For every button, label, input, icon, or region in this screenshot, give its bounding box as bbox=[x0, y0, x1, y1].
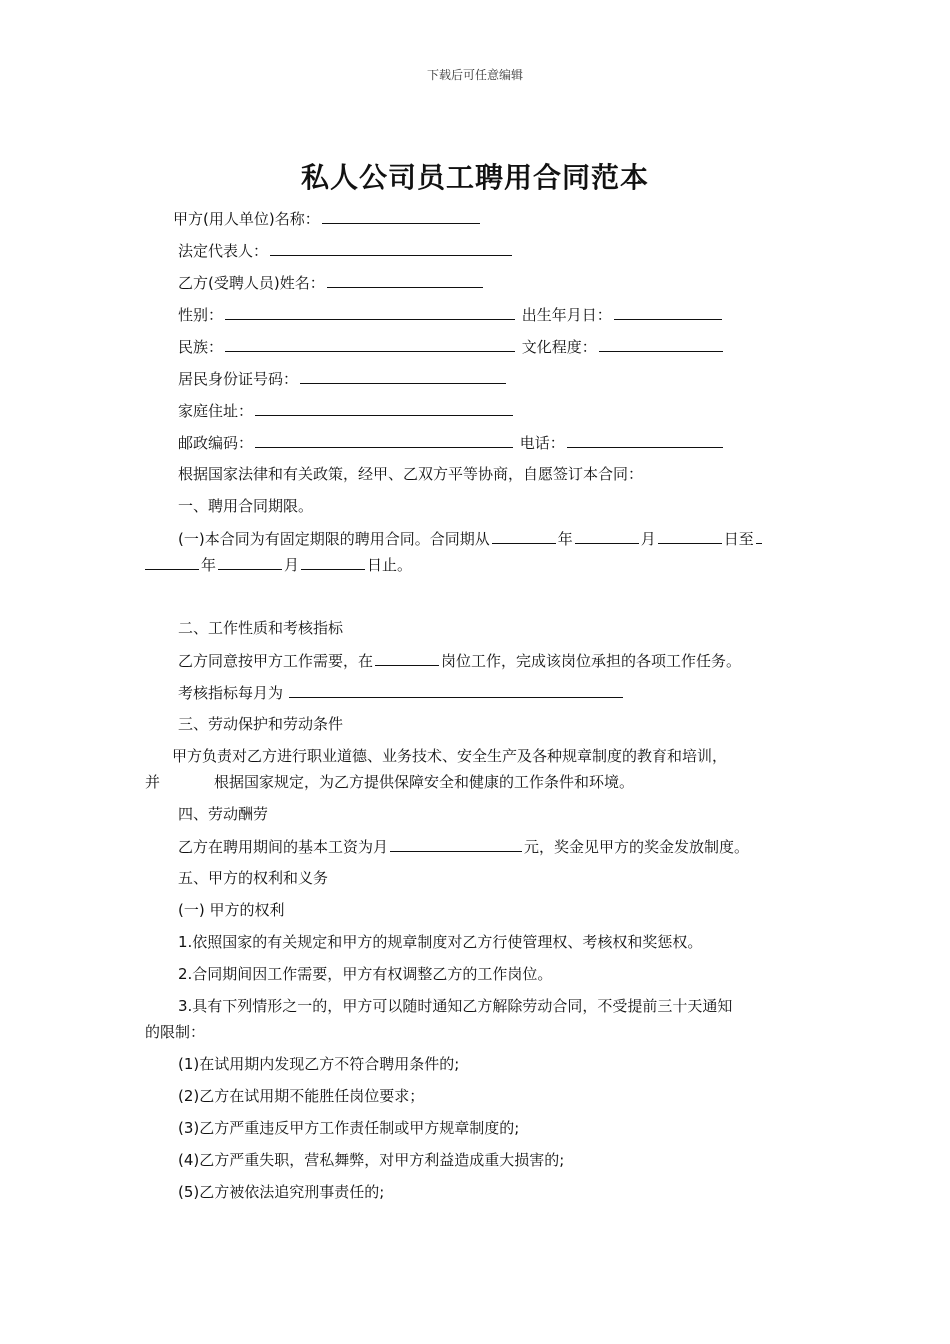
text: 根据国家规定，为乙方提供保障安全和健康的工作条件和环境。 bbox=[214, 773, 635, 791]
section-1-paragraph-line1 bbox=[178, 528, 764, 549]
intro-paragraph: 根据国家法律和有关政策，经甲、乙双方平等协商，自愿签订本合同： bbox=[178, 465, 644, 483]
field-label: 性别： bbox=[178, 306, 224, 324]
condition-3: (3)乙方严重违反甲方工作责任制或甲方规章制度的; bbox=[178, 1119, 520, 1137]
section-3-paragraph-line1: 甲方负责对乙方进行职业道德、业务技术、安全生产及各种规章制度的教育和培训， bbox=[172, 747, 728, 765]
field-label: 民族： bbox=[178, 338, 224, 356]
salary-blank[interactable] bbox=[390, 836, 522, 852]
field-legal-rep bbox=[178, 240, 514, 261]
field-label: 文化程度： bbox=[521, 338, 597, 356]
postcode-blank[interactable] bbox=[255, 432, 513, 448]
legal-rep-blank[interactable] bbox=[270, 240, 512, 256]
text: 日止。 bbox=[367, 556, 413, 574]
ethnicity-blank[interactable] bbox=[225, 336, 515, 352]
section-3-heading: 三、劳动保护和劳动条件 bbox=[178, 715, 344, 733]
text: 乙方同意按甲方工作需要，在 bbox=[178, 652, 374, 670]
field-label: 甲方(用人单位)名称： bbox=[173, 210, 320, 228]
text: 日至 bbox=[723, 530, 754, 548]
start-month-blank[interactable] bbox=[575, 528, 639, 544]
text: 考核指标每月为 bbox=[178, 684, 284, 702]
field-gender-birth bbox=[178, 304, 724, 325]
section-3-paragraph-line2 bbox=[145, 772, 634, 792]
address-blank[interactable] bbox=[255, 400, 513, 416]
document-title: 私人公司员工聘用合同范本 bbox=[300, 161, 649, 194]
field-employee-name bbox=[178, 272, 485, 293]
field-id-number bbox=[178, 368, 508, 389]
section-2-paragraph-2 bbox=[178, 682, 625, 703]
text: 年 bbox=[557, 530, 573, 548]
field-label: 电话： bbox=[519, 434, 565, 452]
field-label: 家庭住址： bbox=[178, 402, 254, 420]
field-address bbox=[178, 400, 515, 421]
id-number-blank[interactable] bbox=[300, 368, 506, 384]
field-label: 出生年月日： bbox=[521, 306, 612, 324]
field-postcode-phone bbox=[178, 432, 725, 453]
field-employer-name bbox=[173, 208, 482, 229]
section-5-item-1: 1.依照国家的有关规定和甲方的规章制度对乙方行使管理权、考核权和奖惩权。 bbox=[178, 933, 703, 951]
text: 年 bbox=[201, 556, 217, 574]
employer-name-blank[interactable] bbox=[322, 208, 480, 224]
phone-blank[interactable] bbox=[567, 432, 723, 448]
end-year-blank-start[interactable] bbox=[756, 528, 762, 544]
text: 乙方在聘用期间的基本工资为月 bbox=[178, 838, 389, 856]
condition-2: (2)乙方在试用期不能胜任岗位要求； bbox=[178, 1087, 425, 1105]
section-2-heading: 二、工作性质和考核指标 bbox=[178, 619, 344, 637]
header-note: 下载后可任意编辑 bbox=[426, 68, 523, 82]
section-2-paragraph-1 bbox=[178, 650, 741, 671]
assessment-blank[interactable] bbox=[289, 682, 623, 698]
start-year-blank[interactable] bbox=[492, 528, 556, 544]
end-day-blank[interactable] bbox=[301, 554, 365, 570]
gender-blank[interactable] bbox=[225, 304, 515, 320]
condition-1: (1)在试用期内发现乙方不符合聘用条件的; bbox=[178, 1055, 460, 1073]
section-5-item-3-line2: 的限制： bbox=[145, 1023, 206, 1041]
education-blank[interactable] bbox=[599, 336, 723, 352]
section-5-subheading: (一) 甲方的权利 bbox=[178, 901, 285, 919]
field-label: 法定代表人： bbox=[178, 242, 269, 260]
text: (一)本合同为有固定期限的聘用合同。合同期从 bbox=[178, 530, 490, 548]
section-4-heading: 四、劳动酬劳 bbox=[178, 805, 269, 823]
end-month-blank[interactable] bbox=[218, 554, 282, 570]
field-label: 乙方(受聘人员)姓名： bbox=[178, 274, 325, 292]
position-blank[interactable] bbox=[375, 650, 439, 666]
section-5-item-3-line1: 3.具有下列情形之一的，甲方可以随时通知乙方解除劳动合同，不受提前三十天通知 bbox=[178, 997, 733, 1015]
field-label: 邮政编码： bbox=[178, 434, 254, 452]
text: 月 bbox=[284, 556, 300, 574]
section-5-item-2: 2.合同期间因工作需要，甲方有权调整乙方的工作岗位。 bbox=[178, 965, 553, 983]
birth-date-blank[interactable] bbox=[614, 304, 722, 320]
field-ethnicity-education bbox=[178, 336, 725, 357]
section-1-paragraph-line2 bbox=[145, 554, 412, 575]
condition-4: (4)乙方严重失职，营私舞弊，对甲方利益造成重大损害的; bbox=[178, 1151, 565, 1169]
end-year-blank[interactable] bbox=[145, 554, 199, 570]
text: 并 bbox=[145, 773, 161, 791]
text: 月 bbox=[640, 530, 656, 548]
section-5-heading: 五、甲方的权利和义务 bbox=[178, 869, 329, 887]
section-1-heading: 一、聘用合同期限。 bbox=[178, 497, 314, 515]
condition-5: (5)乙方被依法追究刑事责任的; bbox=[178, 1183, 385, 1201]
section-4-paragraph bbox=[178, 836, 749, 857]
employee-name-blank[interactable] bbox=[327, 272, 483, 288]
text: 元，奖金见甲方的奖金发放制度。 bbox=[524, 838, 750, 856]
start-day-blank[interactable] bbox=[658, 528, 722, 544]
text: 岗位工作，完成该岗位承担的各项工作任务。 bbox=[441, 652, 742, 670]
field-label: 居民身份证号码： bbox=[178, 370, 299, 388]
